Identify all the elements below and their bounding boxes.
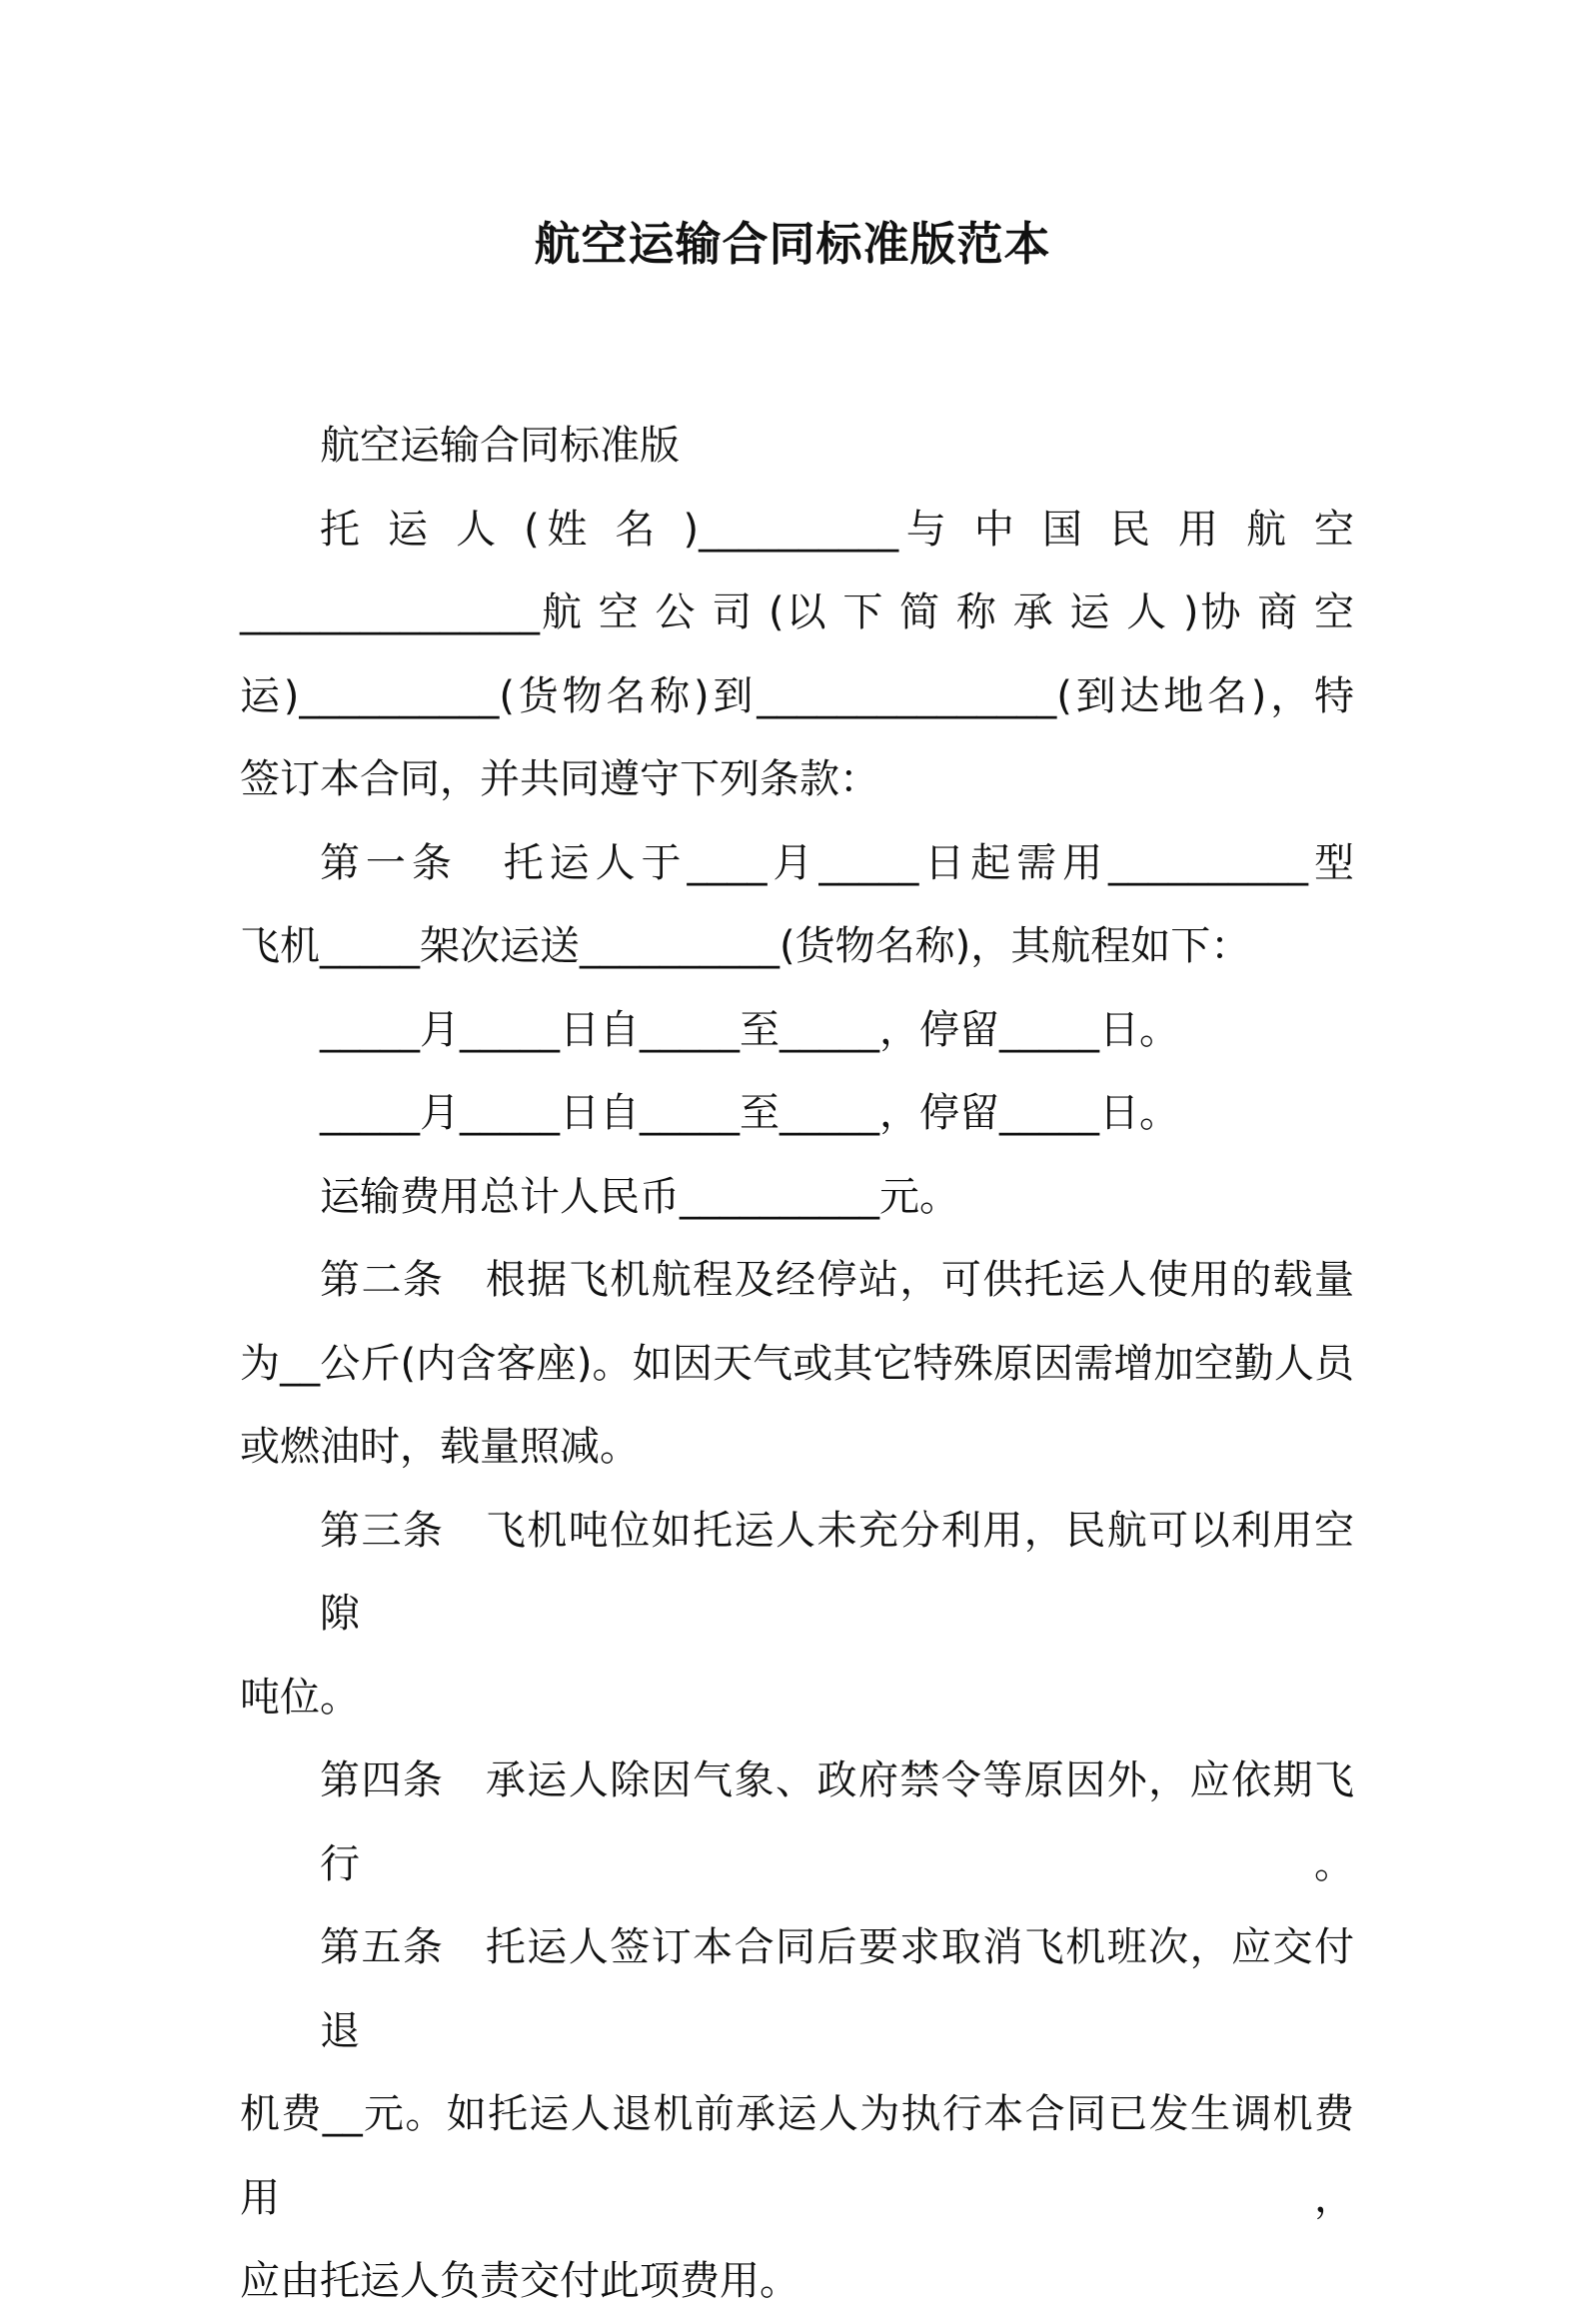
article-3-line: 第三条 飞机吨位如托运人未充分利用，民航可以利用空隙	[320, 1507, 1354, 1637]
article-2-fuel-line: 或燃油时，载量照减。	[240, 1424, 640, 1470]
route-line-1: _____月_____日自_____至_____，停留_____日。	[320, 1006, 1179, 1053]
article-2-load-line: 为__公斤(内含客座)。如因天气或其它特殊原因需增加空勤人员	[240, 1340, 1354, 1387]
article-4-line: 第四条 承运人除因气象、政府禁令等原因外，应依期飞行。	[320, 1757, 1354, 1887]
cargo-line: 运)__________(货物名称)到_______________(到达地名)，特	[240, 672, 1354, 719]
article-5-fee-line: 机费__元。如托运人退机前承运人为执行本合同已发生调机费用，	[240, 2091, 1354, 2221]
article-5-payment-line: 应由托运人负责交付此项费用。	[240, 2258, 799, 2304]
article-1-aircraft-line: 飞机_____架次运送__________(货物名称)，其航程如下：	[240, 923, 1251, 969]
document-title: 航空运输合同标准版范本	[534, 217, 1051, 271]
agreement-line: 签订本合同，并共同遵守下列条款：	[240, 756, 879, 802]
consignor-line: 托 运 人 (姓 名 )__________与 中 国 民 用 航 空	[320, 506, 1354, 553]
article-3-tonnage-line: 吨位。	[240, 1674, 360, 1721]
article-2-line: 第二条 根据飞机航程及经停站，可供托运人使用的载量	[320, 1257, 1354, 1303]
carrier-line: _______________航 空 公 司 (以 下 简 称 承 运 人 )协 商 空	[240, 589, 1354, 635]
route-line-2: _____月_____日自_____至_____，停留_____日。	[320, 1090, 1179, 1136]
article-5-line: 第五条 托运人签订本合同后要求取消飞机班次，应交付退	[320, 1924, 1354, 2054]
article-1-line: 第一条 托运人于____月_____日起需用__________型	[320, 839, 1354, 886]
document-body	[240, 405, 1354, 2324]
total-cost-line: 运输费用总计人民币__________元。	[320, 1173, 959, 1220]
subtitle-line: 航空运输合同标准版	[320, 423, 680, 469]
